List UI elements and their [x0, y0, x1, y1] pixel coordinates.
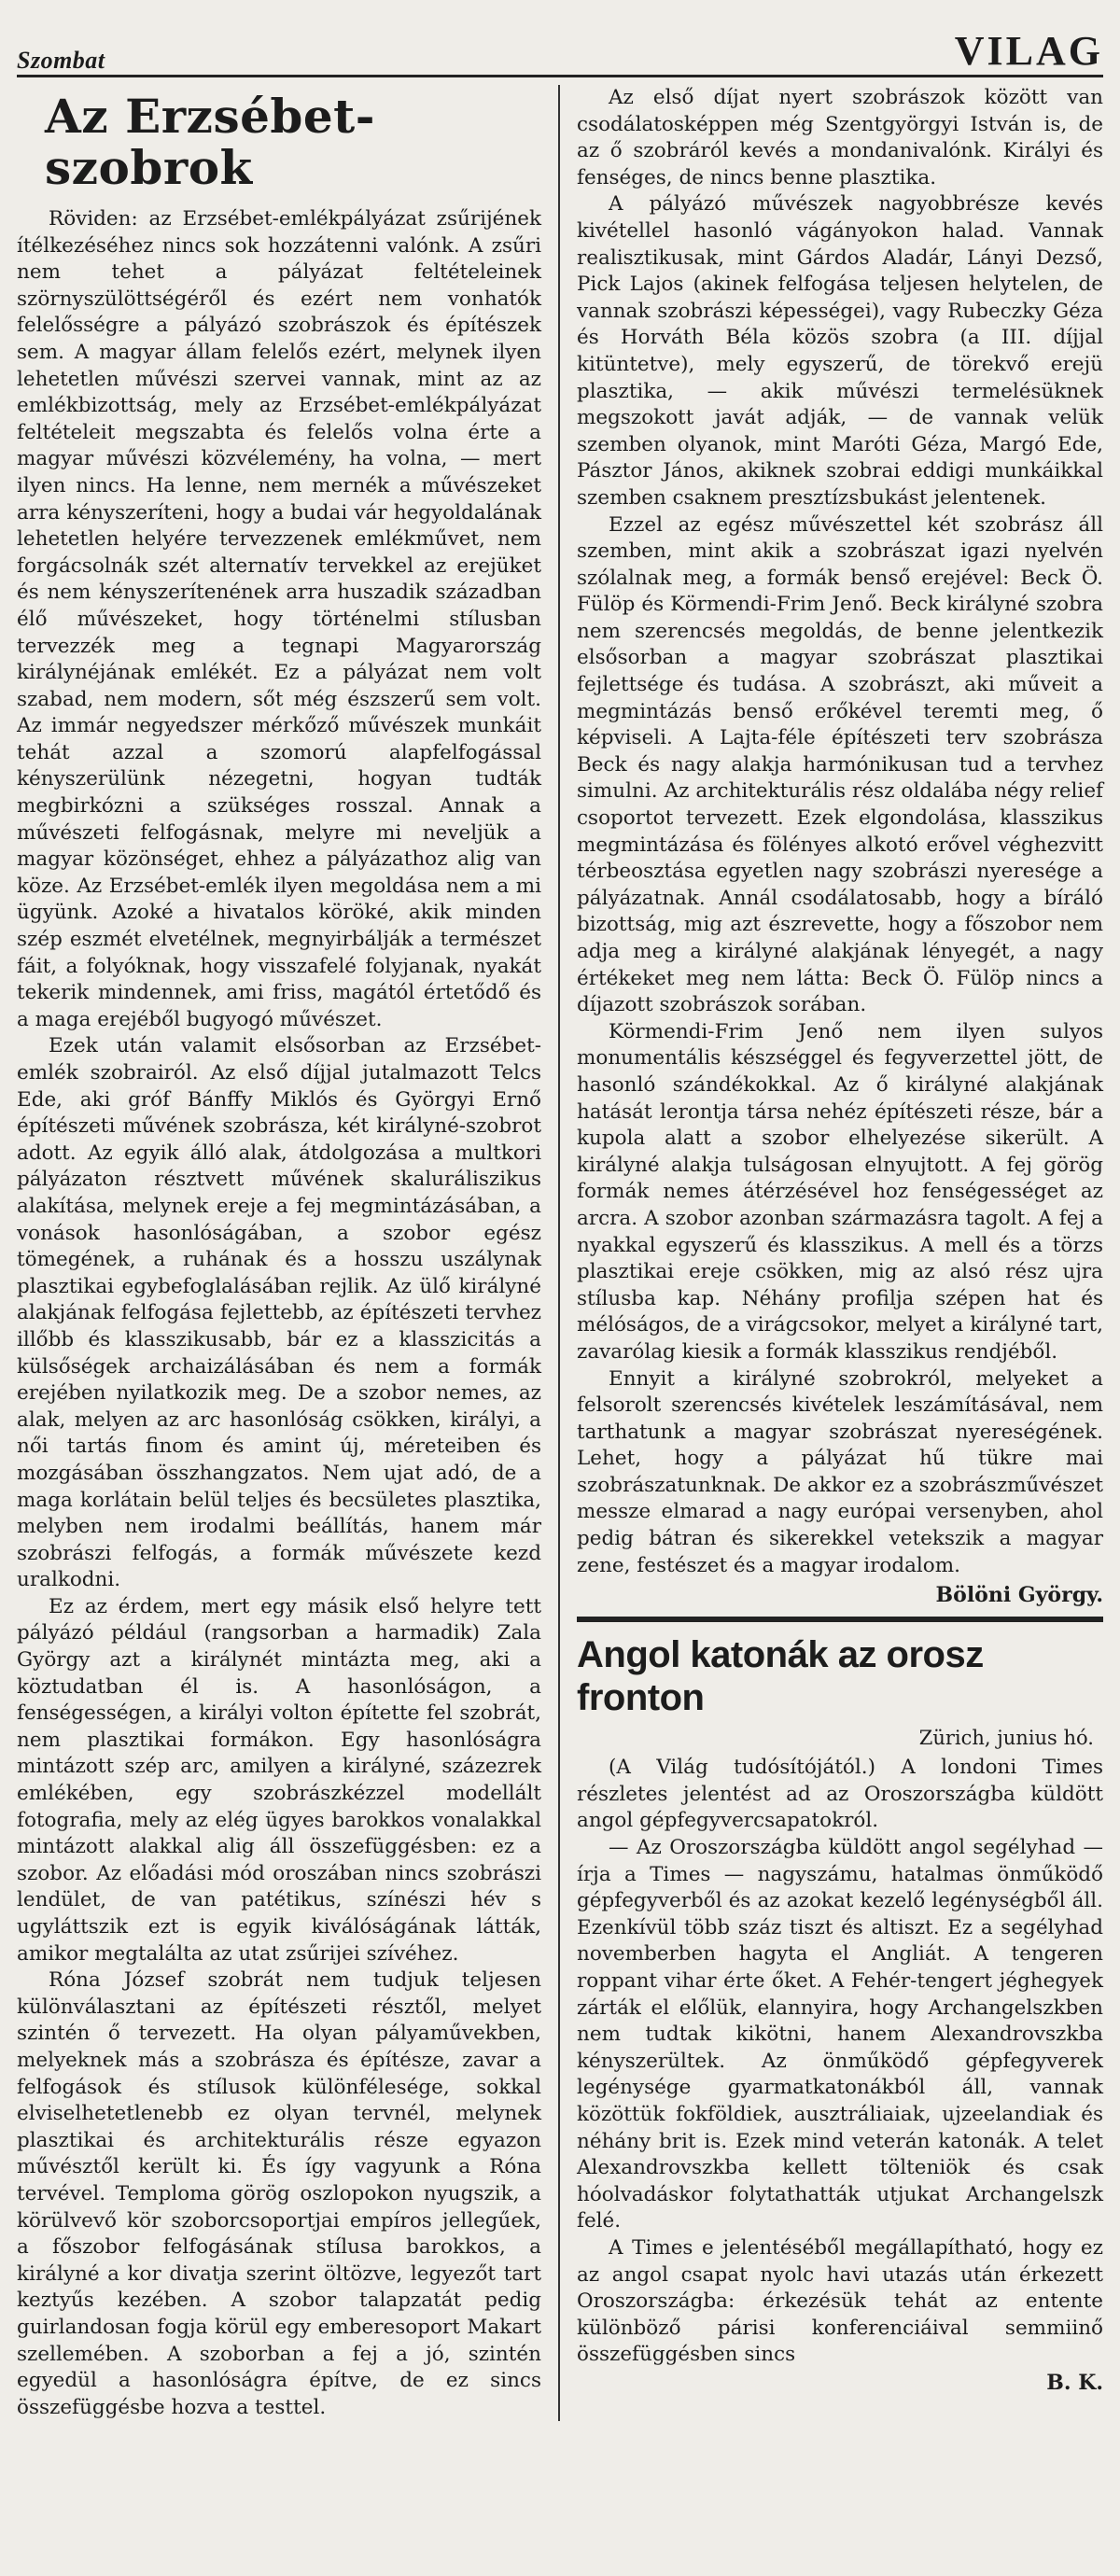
article-paragraph: Körmendi-Frim Jenő nem ilyen sulyos monumentális készséggel és fegyverzettel jött, de hasonló szándékokkal. Az ő királyné alakjának hatását lerontja társa nehéz építészeti része, bár a kupola alatt a szobor elhelyezése sikerült. A királyné alakja tulságosan elnyujtott. A fej görög formák nemes átérzésével hoz fenségességet az arcra. A szobor azonban származásra tagolt. A fej a nyakkal egyszerű és klasszikus. A mell és a törzs plasztikai ereje csökken, mig az alsó rész ujra stílusba kap. Néhány profilja szépen hat és mélóságos, de a virágcsokor, melyet a királyné tart, zavarólag kiesik a formák klasszikus rendjéből. [577, 1019, 1103, 1364]
issue-day: Szombat [17, 47, 105, 74]
right-column [560, 85, 1103, 2421]
article-paragraph: (A Világ tudósítójától.) A londoni Times részletes jelentést ad az Oroszországba küldött angol gépfegyvercsapatokról. [577, 1756, 1103, 1833]
left-column [17, 85, 560, 2421]
second-article-headline: Angol katonák az orosz fronton [577, 1634, 984, 1719]
dateline: Zürich, junius hó. [918, 1727, 1094, 1750]
masthead [17, 19, 1103, 77]
article-paragraph: Róna József szobrát nem tudjuk teljesen különválasztani az építészeti résztől, melyet szintén ő tervezett. Ha olyan pályaművekben, melyeknek más a szobrásza és építésze, zavar a felfogások és stílusok különfélesége, sokkal elviselhetetlenebb ez olyan tervnél, melynek plasztikai és architekturális része egyazon művésztől került ki. És így vagyunk a Róna tervével. Temploma görög oszlopokon nyugszik, a körülvevő kör szoborcsoportjai empíros jellegűek, a főszobor felfogásának stílusa barokkos, a királyné a kor divatja szerint öltözve, legyezőt tart keztyűs kezében. A szobor talapzatát pedig guirlandosan fogja körül egy emberesoport Makart szellemében. A szoborban a fej a jó, szintén egyedül a hasonlóságra építve, de ez sincs összefüggésbe hozva a testtel. [17, 1968, 541, 2419]
author-signature: Bölöni György. [935, 1583, 1103, 1608]
article-columns [17, 85, 1103, 2421]
article-paragraph: Ennyit a királyné szobrokról, melyeket a felsorolt szerencsés kivételek leszámításával, nem tarthatunk a magyar szobrászat nyereségének. Lehet, hogy a pályázat hű tükre mai szobrászatunknak. De akkor ez a szobrászművészet messze elmarad a nagy európai versenyben, ahol pedig bátran és sikerekkel vetekszik a magyar zene, festészet és a magyar irodalom. [577, 1366, 1103, 1577]
article-paragraph: Röviden: az Erzsébet-emlékpályázat zsűrijének ítélkezéséhez nincs sok hozzátenni valónk. A zsűri nem tehet a pályázat feltételeinek szörnyszülöttségéről és ezért nem vonhatók felelősségre a pályázó szobrászok és építészek sem. A magyar állam felelős ezért, melynek ilyen lehetetlen művészi szervei vannak, mint az az emlékbizottság, mely az Erzsébet-emlékpályázat feltételeit megszabta és felelős volna érte a magyar művészi közvélemény, ha volna, — mert ilyen nincs. Ha lenne, nem mernék a művészeket arra kényszeríteni, hogy a budai vár hegyoldalának lehetetlen helyére tervezzenek emlékművet, nem forgácsolnák szét alternatív tervekkel az erejüket és nem kényszerítenének arra huszadik században élő művészeket, hogy történelmi stílusban tervezzék meg a tegnapi Magyarország királynéjának emlékét. Ez a pályázat nem volt szabad, nem modern, sőt még észszerű sem volt. Az immár negyedszer mérkőző művészek munkáit tehát azzal a szomorú alapfelfogással kényszerülünk nézegetni, hogyan tudták megbirkózni a szükséges rosszal. Annak a művészeti felfogásnak, melyre mi neveljük a magyar közönséget, ehhez a pályázathoz alig van köze. Az Erzsébet-emlék ilyen megoldása nem a mi ügyünk. Azoké a hivatalos köröké, akik minden szép eszmét elvetélnek, megnyirbálják a természet fáit, a folyóknak, hogy visszafelé folyjanak, nyakát tekerik mindennek, ami friss, magától értetődő és a maga erejéből bugyogó művészet. [17, 207, 541, 1031]
article-paragraph: A Times e jelentéséből megállapítható, hogy ez az angol csapat nyolc havi utazás után érkezett Oroszországba: érkezésük tehát az entente különböző párisi konferenciáival semmiinő összefüggésben sincs [577, 2235, 1103, 2367]
article-paragraph: — Az Oroszországba küldött angol segélyhad — írja a Times — nagyszámu, hatalmas önműködő gépfegyverből és az azokat kezelő legénységből áll. Ezenkívül több száz tiszt és altiszt. Ez a segélyhad novemberben hagyta el Angliát. A tengeren roppant vihar érte őket. A Fehér-tengert jéghegyek zárták el előlük, elannyira, hogy Archangelszkben nem tudtak kikötni, hanem Alexandrovszkba kényszerültek. Az önműködő gépfegyverek legénysége gyarmatkatonákból áll, vannak közöttük fokföldiek, ausztráliaiak, ujzeelandiak és néhány brit is. Ezek mind veterán katonák. A telet Alexandrovszkba kellett tölteniök és csak hóolvadáskor folytathatták utjukat Archangelszk felé. [577, 1836, 1103, 2233]
article-paragraph: A pályázó művészek nagyobbrésze kevés kivétellel hasonló vágányokon halad. Vannak realisztikusak, mint Gárdos Aladár, Lányi Dezső, Pick Lajos (akinek felfogása teljesen helytelen, de vannak szobrászi képességei), vagy Rubeczky Géza és Horváth Béla közös szobra (a III. díjjal kitüntetve), mely egyszerű, de törekvő erejü plasztika, — akik művészi termelésüknek megszokott javát adják, — de vannak velük szemben olyanok, mint Maróti Géza, Margó Ede, Pásztor János, akiknek szobrai eddigi munkáikkal szemben csaknem presztízsbukást jelentenek. [577, 192, 1103, 510]
article-paragraph: Ezzel az egész művészettel két szobrász áll szemben, mint akik a szobrászat igazi nyelvén szólalnak meg, a formák benső erejével: Beck Ö. Fülöp és Körmendi-Frim Jenő. Beck királyné szobra nem szerencsés megoldás, de benne jelentkezik elsősorban a magyar szobrászat plasztikai fejlettsége és tudása. A szobrászt, aki műveit a megmintázás benső erőkével teremti meg, ő képviseli. A Lajta-féle építészeti terv szobrásza Beck és nagy alakja harmónikusan tud a tervhez simulni. Az architekturális rész oldalába négy relief csoportot tervezett. Ezek elgondolása, klasszikus megmintázása és fölényes alkotó erővel véghezvitt térbeosztása egyetlen nagy szobrászi nyeresége a pályázatnak. Annál csodálatosabb, hogy a bíráló bizottság, mig azt észrevette, hogy a főszobor nem adja meg a királyné alakjának lényegét, a nagy értékeket meg nem látta: Beck Ö. Fülöp nincs a díjazott szobrászok sorában. [577, 512, 1103, 1017]
section-divider [577, 1617, 1103, 1622]
article-paragraph: Ez az érdem, mert egy másik első helyre tett pályázó például (rangsorban a harmadik) Zala György azt a királynét mintázta meg, aki a köztudatban él is. A hasonlóságon, a fenségességen, a királyi volton építette fel szobrát, nem plasztikai formákon. Egy hasonlóságra mintázott szép arc, amilyen a királyné, százezrek emlékében, egy szobrászkézzel modellált fotografia, mely az elég ügyes barokkos vonalakkal mintázott alakkal alig áll összefüggésben: ez a szobor. Az előadási mód oroszában nincs szobrászi lendület, de van patétikus, színészi hév s ugyláttszik ezt is egyik kiválóságának látták, amikor megtalálta az utat zsűrijei szívéhez. [17, 1594, 541, 1966]
article-paragraph: Az első díjat nyert szobrászok között van csodálatosképpen még Szentgyörgyi István is, de az ő szobráról kevés a mondanivalónk. Királyi és fenséges, de nincs benne plasztika. [577, 86, 1103, 189]
article-paragraph: Ezek után valamit elsősorban az Erzsébet-emlék szobrairól. Az első díjjal jutalmazott Telcs Ede, aki gróf Bánffy Miklós és Györgyi Ernő építészeti művének szobrásza, két királyné-szobrot adott. Az egyik álló alak, átdolgozása a multkori pályázaton résztvett művének skaluráliszikus alakítása, melynek ereje a fej megmintázásában, a vonások hasonlóságában, a szobor egész tömegének, a ruhának és a hosszu uszálynak plasztikai egybefoglalásában rejlik. Az ülő királyné alakjának felfogása fejlettebb, az építészeti tervhez illőbb és klasszikusabb, bár ez a klasszicitás a külsőségek archaizálásában és nem a formák erejében nyilatkozik meg. De a szobor nemes, az alak, melyen az arc hasonlóság csökken, királyi, a női tartás finom és amint új, méreteiben és mozgásában összhangzatos. Nem ujat adó, de a maga korlátain belül teljes és becsületes plasztika, melyben nem irodalmi beállítás, hanem már szobrászi felfogás, a formák művészete kezd uralkodni. [17, 1034, 541, 1592]
author-initials: B. K. [1046, 2370, 1103, 2395]
newspaper-name: VILAG [954, 28, 1103, 74]
article-headline: Az Erzsébet-szobrok [45, 89, 376, 195]
